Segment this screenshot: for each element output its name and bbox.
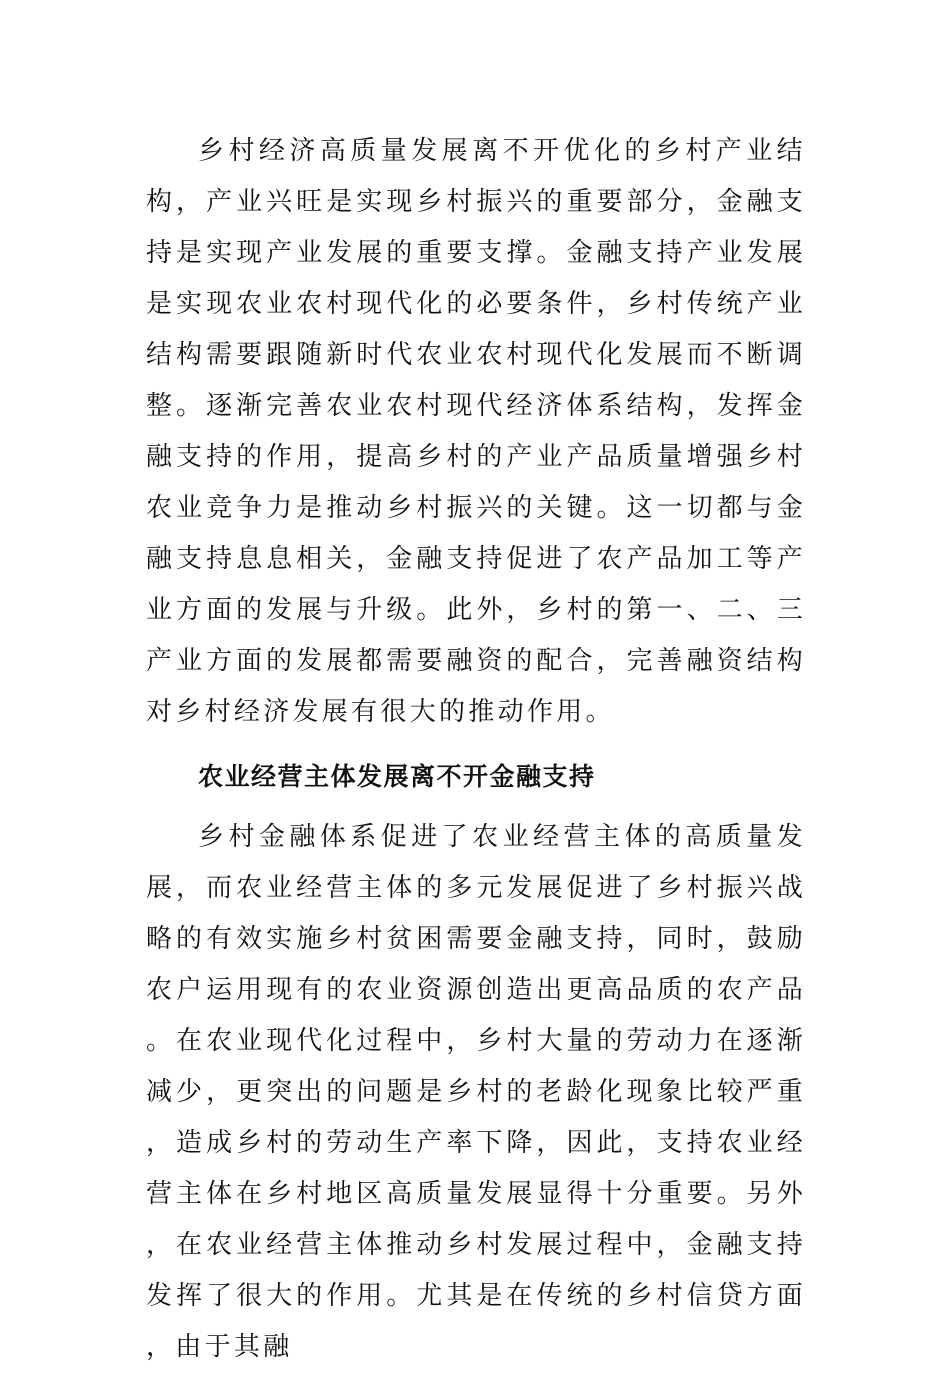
body-paragraph-2: 乡村金融体系促进了农业经营主体的高质量发展，而农业经营主体的多元发展促进了乡村振兴战略的有效实施乡村贫困需要金融支持，同时，鼓励农户运用现有的农业资源创造出更高品质的农产品。在农业现代化过程中，乡村大量的劳动力在逐渐减少，更突出的问题是乡村的老龄化现象比较严重，造成乡村的劳动生产率下降，因此，支持农业经营主体在乡村地区高质量发展显得十分重要。另外，在农业经营主体推动乡村发展过程中，金融支持发挥了很大的作用。尤其是在传统的乡村信贷方面，由于其融 [146,822,806,1362]
document-page [146,126,806,1373]
section-heading: 农业经营主体发展离不开金融支持 [198,762,596,791]
body-paragraph-1: 乡村经济高质量发展离不开优化的乡村产业结构，产业兴旺是实现乡村振兴的重要部分，金融支持是实现产业发展的重要支撑。金融支持产业发展是实现农业农村现代化的必要条件，乡村传统产业结构需要跟随新时代农业农村现代化发展而不断调整。逐渐完善农业农村现代经济体系结构，发挥金融支持的作用，提高乡村的产业产品质量增强乡村农业竞争力是推动乡村振兴的关键。这一切都与金融支持息息相关，金融支持促进了农产品加工等产业方面的发展与升级。此外，乡村的第一、二、三产业方面的发展都需要融资的配合，完善融资结构对乡村经济发展有很大的推动作用。 [146,136,806,727]
